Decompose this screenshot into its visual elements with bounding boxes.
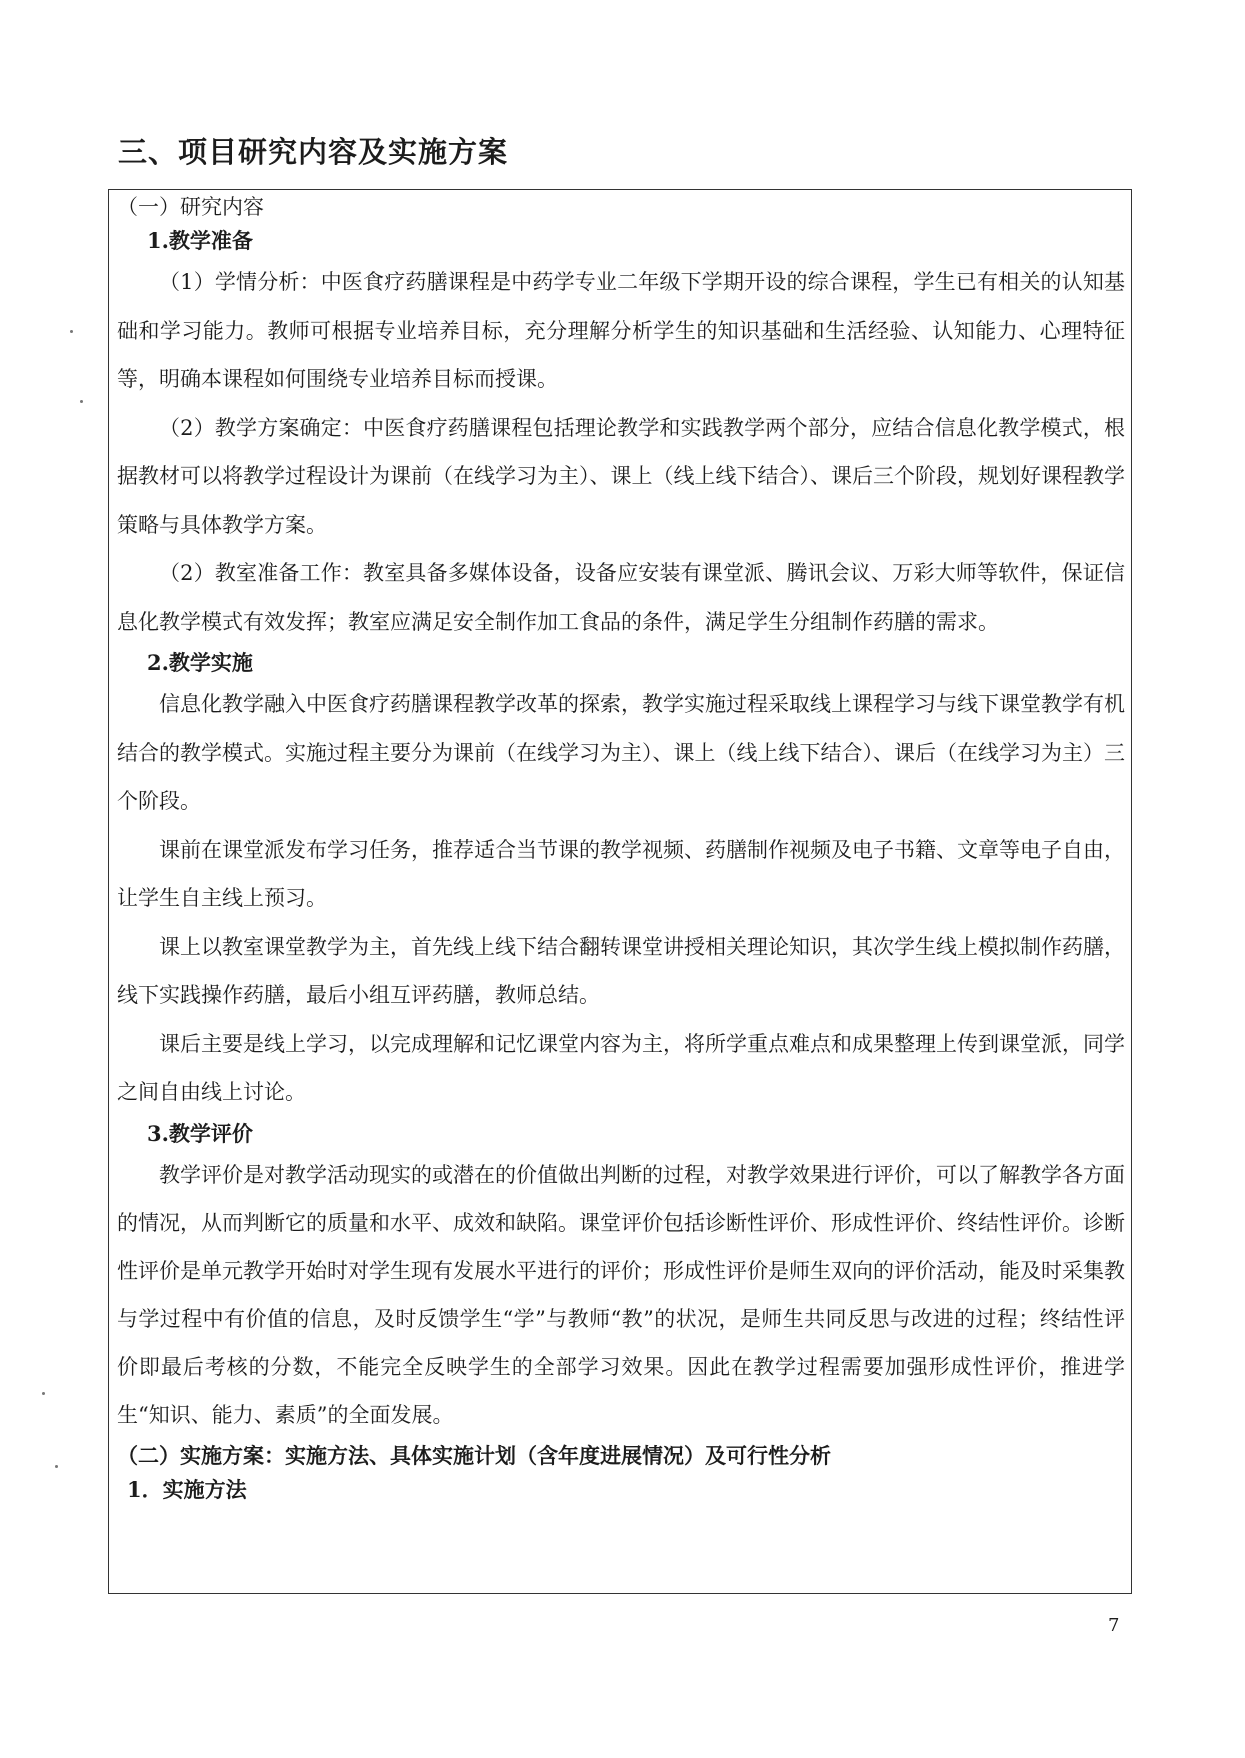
scan-speck bbox=[55, 1465, 58, 1468]
content-box bbox=[108, 189, 1132, 1594]
subsection-title-implementation-method: 1．实施方法 bbox=[127, 1476, 247, 1502]
paragraph-in-class: 课上以教室课堂教学为主，首先线上线下结合翻转课堂讲授相关理论知识，其次学生线上模拟制作药膳，线下实践操作药膳，最后小组互评药膳，教师总结。 bbox=[117, 934, 1125, 1007]
section-title-implementation-plan: （二）实施方案：实施方法、具体实施计划（含年度进展情况）及可行性分析 bbox=[117, 1442, 831, 1468]
scan-speck bbox=[42, 1392, 45, 1395]
paragraph-evaluation: 教学评价是对教学活动现实的或潜在的价值做出判断的过程，对教学效果进行评价，可以了解教学各方面的情况，从而判断它的质量和水平、成效和缺陷。课堂评价包括诊断性评价、形成性评价、终结性评价。诊断性评价是单元教学开始时对学生现有发展水平进行的评价；形成性评价是师生双向的评价活动，能及时采集教与学过程中有价值的信息，及时反馈学生“学”与教师“教”的状况，是师生共同反思与改进的过程；终结性评价即最后考核的分数，不能完全反映学生的全部学习效果。因此在教学过程需要加强形成性评价，推进学生“知识、能力、素质”的全面发展。 bbox=[117, 1162, 1125, 1427]
scan-speck bbox=[70, 330, 73, 333]
scan-speck bbox=[80, 400, 83, 403]
paragraph-classroom-preparation: （2）教室准备工作：教室具备多媒体设备，设备应安装有课堂派、腾讯会议、万彩大师等软件，保证信息化教学模式有效发挥；教室应满足安全制作加工食品的条件，满足学生分组制作药膳的需求。 bbox=[117, 561, 1125, 634]
subsection-title-teaching-preparation: 1.教学准备 bbox=[147, 228, 253, 253]
subsection-title-teaching-evaluation: 3.教学评价 bbox=[147, 1120, 253, 1146]
paragraph-after-class: 课后主要是线上学习，以完成理解和记忆课堂内容为主，将所学重点难点和成果整理上传到课堂派，同学之间自由线上讨论。 bbox=[117, 1031, 1125, 1104]
paragraph-implementation-overview: 信息化教学融入中医食疗药膳课程教学改革的探索，教学实施过程采取线上课程学习与线下课堂教学有机结合的教学模式。实施过程主要分为课前（在线学习为主）、课上（线上线下结合）、课后（在线学习为主）三个阶段。 bbox=[117, 692, 1125, 813]
paragraph-teaching-plan: （2）教学方案确定：中医食疗药膳课程包括理论教学和实践教学两个部分，应结合信息化教学模式，根据教材可以将教学过程设计为课前（在线学习为主）、课上（线上线下结合）、课后三个阶段，规划好课程教学策略与具体教学方案。 bbox=[117, 415, 1125, 537]
section-title-research-content: （一）研究内容 bbox=[117, 195, 264, 219]
subsection-title-teaching-implementation: 2.教学实施 bbox=[147, 650, 253, 675]
section-heading: 三、项目研究内容及实施方案 bbox=[118, 135, 509, 169]
paragraph-learning-analysis: （1）学情分析：中医食疗药膳课程是中药学专业二年级下学期开设的综合课程，学生已有相关的认知基础和学习能力。教师可根据专业培养目标，充分理解分析学生的知识基础和生活经验、认知能力、心理特征等，明确本课程如何围绕专业培养目标而授课。 bbox=[117, 270, 1125, 391]
paragraph-before-class: 课前在课堂派发布学习任务，推荐适合当节课的教学视频、药膳制作视频及电子书籍、文章等电子自由，让学生自主线上预习。 bbox=[117, 837, 1125, 910]
content-body bbox=[117, 190, 1125, 1507]
page-number: 7 bbox=[1108, 1615, 1120, 1636]
